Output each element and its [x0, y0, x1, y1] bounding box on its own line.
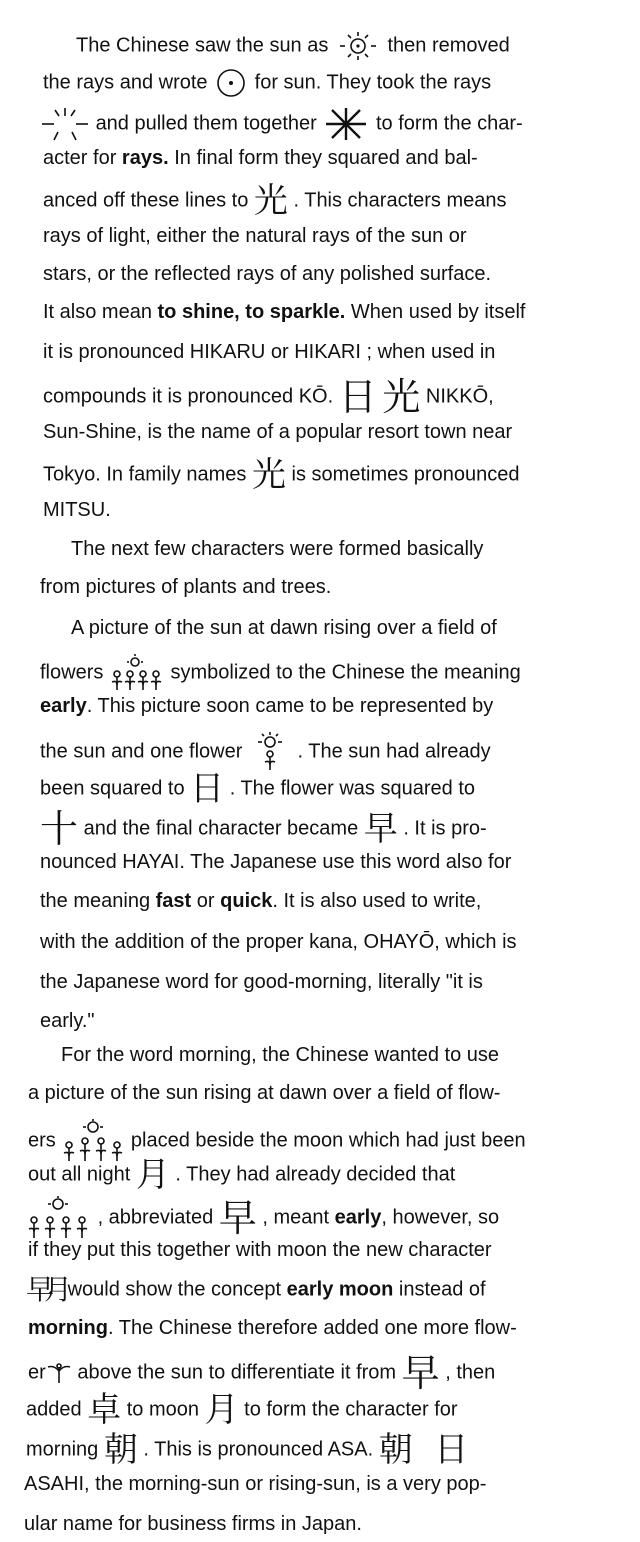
text-span: er [28, 1361, 46, 1384]
text-span: for sun. They took the rays [254, 71, 492, 94]
text-span: then removed [387, 34, 510, 57]
text-span: symbolized to the Chinese the meaning [170, 661, 521, 684]
text-line [28, 1316, 517, 1340]
text-span: from pictures of plants and trees. [40, 576, 332, 598]
kanji-hikari: 光 [253, 181, 288, 221]
text-span: In final form they squared and bal- [174, 147, 478, 169]
text-line [40, 850, 511, 874]
kanji-early-moon: 早月 [26, 1273, 63, 1306]
text-line [40, 807, 487, 851]
text-line [61, 1043, 499, 1067]
text-span: been squared to [40, 777, 185, 800]
sun-circle-icon [213, 67, 249, 99]
text-span: placed beside the moon which had just been [130, 1129, 526, 1152]
text-span: the rays and wrote [43, 71, 208, 94]
kanji-asa: 朝 [103, 1430, 138, 1470]
text-span: MITSU. [43, 499, 111, 521]
text-line [40, 930, 517, 954]
kanji-hi: 日 [190, 769, 225, 809]
text-span: to form the char- [375, 112, 523, 135]
bold-term: fast [155, 890, 192, 912]
text-span: , then [445, 1361, 496, 1384]
text-line [28, 1119, 526, 1163]
sun-over-flowers-icon [26, 1196, 92, 1240]
text-line [43, 498, 111, 522]
text-line [40, 1009, 95, 1033]
gathered-rays-icon [322, 106, 370, 142]
text-span: When used by itself [350, 301, 526, 323]
text-span: with the addition of the proper kana, OHAYŌ, which is [40, 931, 517, 953]
text-line [24, 1472, 486, 1496]
bold-term: rays. [121, 147, 169, 169]
bold-term: morning [28, 1317, 108, 1339]
text-span: is sometimes pronounced [291, 463, 520, 486]
text-line [40, 654, 521, 692]
text-span: ers [28, 1129, 56, 1152]
text-span: to form the character for [244, 1398, 458, 1421]
text-span: compounds it is pronounced KŌ. [43, 385, 334, 408]
text-line [43, 146, 478, 170]
text-span: . This is pronounced ASA. [143, 1438, 374, 1461]
bold-term: to shine, to sparkle. [157, 301, 346, 323]
text-span: , abbreviated [97, 1206, 214, 1229]
text-span: instead of [398, 1278, 486, 1301]
kanji-tsuki: 月 [135, 1155, 170, 1195]
text-span: , meant [262, 1206, 330, 1229]
text-span: Tokyo. In family names [43, 463, 247, 486]
sun-over-flowers-icon [61, 1119, 125, 1163]
text-span: ular name for business firms in Japan. [24, 1513, 362, 1535]
text-line [43, 262, 491, 286]
text-span: a picture of the sun rising at dawn over a field of flow- [28, 1082, 501, 1104]
text-span: . This picture soon came to be represented by [86, 695, 494, 717]
text-span: morning [26, 1438, 99, 1461]
text-span: ASAHI, the morning-sun or rising-sun, is a very pop- [24, 1473, 487, 1495]
text-line [43, 340, 495, 364]
text-span: . The sun had already [297, 740, 491, 763]
text-span: . This characters means [293, 189, 507, 212]
text-span: would show the concept [67, 1278, 282, 1301]
text-line [26, 1390, 458, 1430]
text-span: early." [40, 1010, 95, 1032]
text-span: It also mean [43, 301, 152, 323]
text-span: . It is also used to write, [272, 890, 482, 912]
bold-term: early [334, 1206, 382, 1229]
text-span: stars, or the reflected rays of any polished surface. [43, 263, 491, 285]
kanji-hi: 日 [434, 1430, 469, 1470]
text-line [43, 420, 512, 444]
text-span: . They had already decided that [175, 1163, 456, 1186]
text-span: the sun and one flower [40, 740, 243, 763]
text-span: rays of light, either the natural rays of the sun or [43, 225, 467, 247]
text-span: it is pronounced HIKARU or HIKARI ; when used in [43, 341, 496, 363]
text-span: The next few characters were formed basically [71, 538, 484, 560]
text-line [40, 970, 483, 994]
text-span: For the word morning, the Chinese wanted to use [61, 1044, 500, 1066]
text-span: . The Chinese therefore added one more flow- [108, 1317, 517, 1339]
text-span: A picture of the sun at dawn rising over a field of [71, 617, 497, 639]
text-span: and the final character became [83, 817, 359, 840]
bold-term: quick [220, 890, 273, 912]
text-line [43, 181, 507, 221]
text-span: or [196, 890, 215, 912]
text-span: added [26, 1398, 82, 1421]
kanji-haya: 早 [401, 1351, 440, 1395]
text-line [43, 455, 520, 495]
text-span: Sun-Shine, is the name of a popular resort town near [43, 421, 513, 443]
text-line [28, 1155, 456, 1195]
bold-term: early moon [286, 1278, 394, 1301]
kanji-haya: 早 [218, 1196, 257, 1240]
text-line [40, 575, 331, 599]
text-line [40, 732, 491, 772]
text-line [28, 1351, 496, 1395]
text-line [43, 375, 494, 419]
text-line [43, 224, 467, 248]
text-line [71, 537, 483, 561]
kanji-ju: 十 [40, 807, 79, 851]
text-span: out all night [28, 1163, 131, 1186]
text-line [24, 1512, 362, 1536]
text-line [76, 30, 510, 62]
text-line [40, 106, 523, 142]
text-span: if they put this together with moon the new character [28, 1239, 492, 1261]
kanji-hikari: 光 [251, 455, 286, 495]
kanji-haya: 早 [363, 809, 398, 849]
text-span: anced off these lines to [43, 189, 249, 212]
text-line [43, 300, 525, 324]
text-span: The Chinese saw the sun as [76, 34, 329, 57]
text-span: acter for [43, 147, 117, 169]
kanji-taku: 卓 [87, 1390, 122, 1430]
text-line [40, 889, 481, 913]
text-line [26, 1273, 486, 1306]
text-span: . The flower was squared to [229, 777, 475, 800]
flower-sprout-icon [46, 1361, 72, 1385]
text-line [26, 1430, 469, 1470]
sun-with-rays-icon [334, 30, 382, 62]
bold-term: early [40, 695, 87, 717]
text-span: nounced HAYAI. The Japanese use this word also for [40, 851, 512, 873]
text-line [71, 616, 497, 640]
text-span: flowers [40, 661, 104, 684]
text-span: and pulled them together [95, 112, 317, 135]
text-line [28, 1081, 500, 1105]
sun-and-flower-icon [248, 732, 292, 772]
text-span: , however, so [381, 1206, 500, 1229]
text-span: the meaning [40, 890, 151, 912]
kanji-hi: 日 [338, 375, 377, 419]
text-line [40, 694, 493, 718]
separated-rays-icon [40, 106, 90, 142]
text-line [28, 1238, 492, 1262]
kanji-hikari: 光 [382, 375, 421, 419]
text-span: NIKKŌ, [425, 385, 494, 408]
text-span: the Japanese word for good-morning, literally "it is [40, 971, 483, 993]
text-line [40, 769, 475, 809]
kanji-asa: 朝 [378, 1430, 413, 1470]
text-line [26, 1196, 499, 1240]
text-span: to moon [126, 1398, 200, 1421]
kanji-tsuki: 月 [204, 1390, 239, 1430]
text-line [43, 67, 491, 99]
text-span: . It is pro- [403, 817, 487, 840]
text-span: above the sun to differentiate it from [77, 1361, 397, 1384]
sun-over-flowers-icon [109, 654, 165, 692]
